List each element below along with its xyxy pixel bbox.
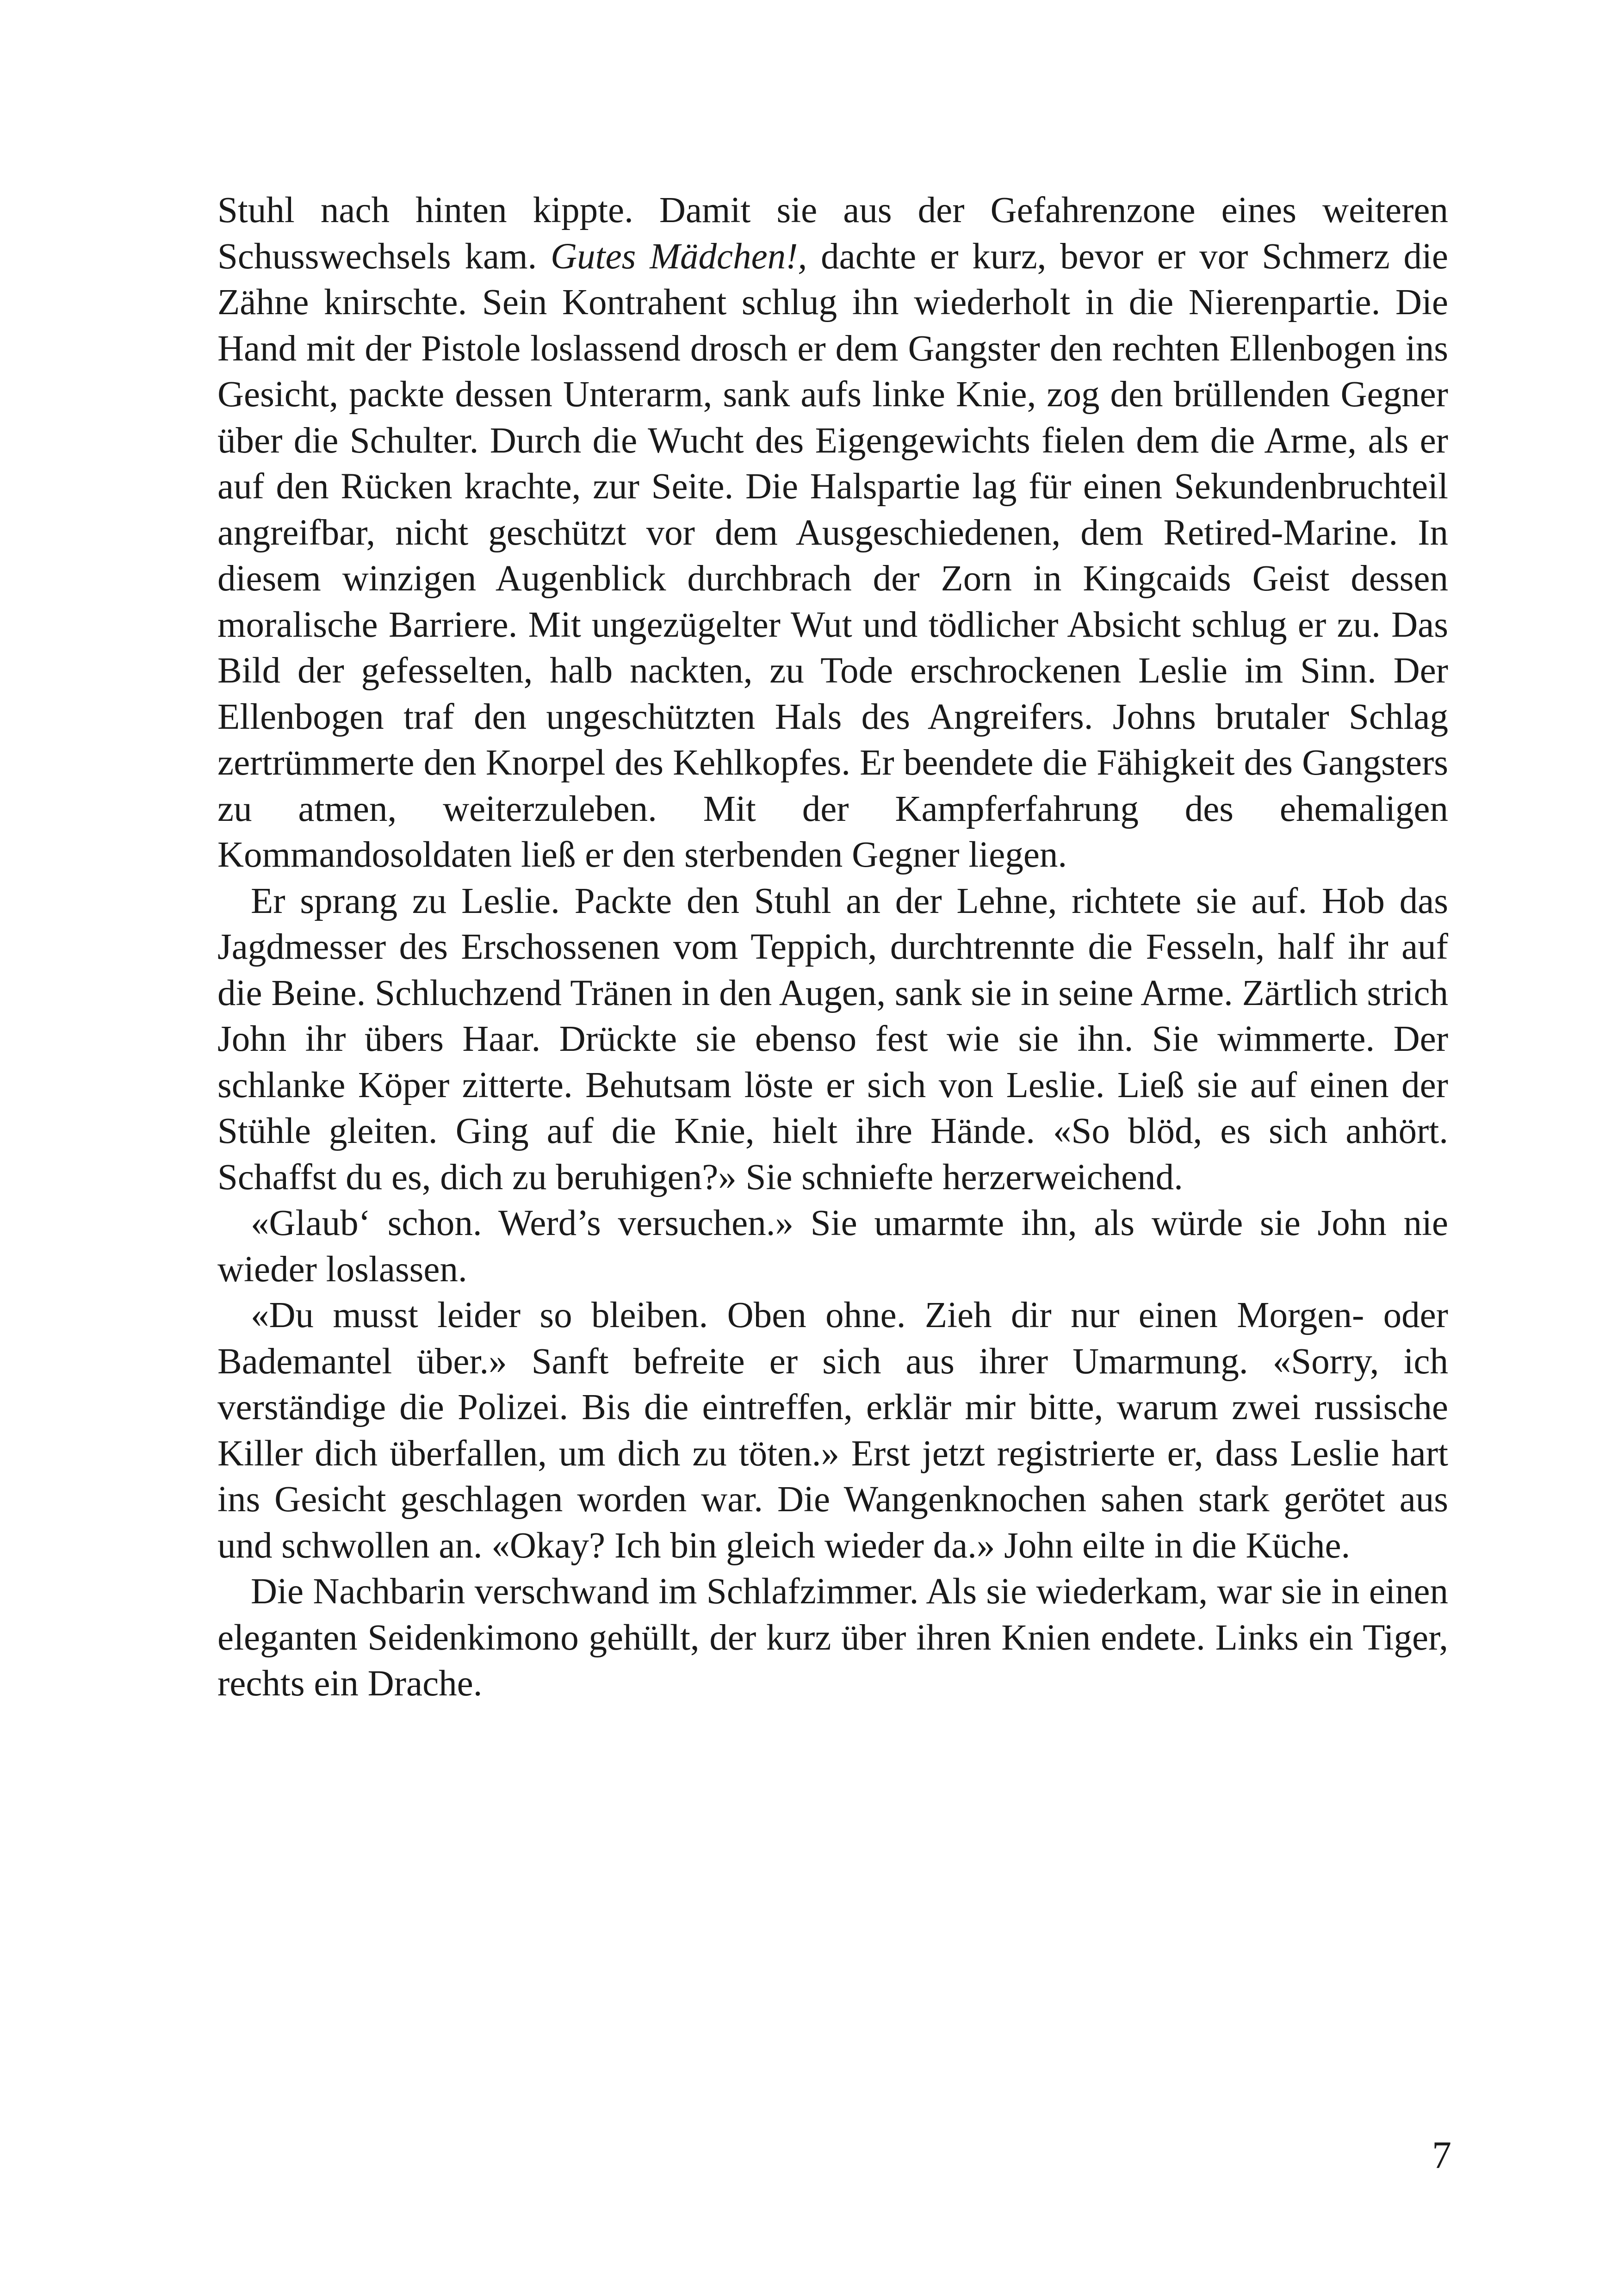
paragraph	[217, 878, 1448, 1201]
text-run: dachte er kurz, bevor er vor Schmerz die Zähne knirschte. Sein Kontrahent schlug ihn wiederholt in die Nierenpartie. Die Hand mit der Pistole loslassend drosch er dem Gangster den rechten Ellenbogen ins Gesicht, packte dessen Unterarm, sank aufs linke Knie, zog den brüllenden Gegner über die Schulter. Durch die Wucht des Eigengewichts fielen dem die Arme, als er auf den Rücken krachte, zur Seite. Die Halspartie lag für einen Sekundenbruchteil angreifbar, nicht geschützt vor dem Ausgeschiedenen, dem Retired-Marine. In diesem winzigen Augenblick durchbrach der Zorn in Kingcaids Geist dessen moralische Barriere. Mit ungezügelter Wut und tödlicher Absicht schlug er zu. Das Bild der gefesselten, halb nackten, zu Tode erschrockenen Leslie im Sinn. Der Ellenbogen traf den ungeschützten Hals des Angreifers. Johns brutaler Schlag zertrümmerte den Knorpel des Kehlkopfes. Er beendete die Fähigkeit des Gangsters zu atmen, weiterzuleben. Mit der Kampferfahrung des ehemaligen Kommandosoldaten ließ er den sterbenden Gegner liegen.	[217, 236, 1448, 875]
body-text	[217, 187, 1448, 1707]
text-run: «Glaub‘ schon. Werd’s versuchen.» Sie umarmte ihn, als würde sie John nie wieder loslassen.	[217, 1203, 1448, 1290]
paragraph	[217, 1292, 1448, 1569]
text-run: «Du musst leider so bleiben. Oben ohne. Zieh dir nur einen Morgen- oder Bademantel über.» Sanft befreite er sich aus ihrer Umarmung. «Sorry, ich verständige die Polizei. Bis die eintreffen, erklär mir bitte, warum zwei russische Killer dich überfallen, um dich zu töten.» Erst jetzt registrierte er, dass Leslie hart ins Gesicht geschlagen worden war. Die Wangenknochen sahen stark gerötet aus und schwollen an. «Okay? Ich bin gleich wieder da.» John eilte in die Küche.	[217, 1295, 1448, 1566]
paragraph	[217, 1569, 1448, 1707]
page-number: 7	[1432, 2134, 1451, 2177]
text-run: Er sprang zu Leslie. Packte den Stuhl an der Lehne, richtete sie auf. Hob das Jagdmesser des Erschossenen vom Teppich, durchtrennte die Fesseln, half ihr auf die Beine. Schluchzend Tränen in den Augen, sank sie in seine Arme. Zärtlich strich John ihr übers Haar. Drückte sie ebenso fest wie sie ihn. Sie wimmerte. Der schlanke Köper zitterte. Behutsam löste er sich von Leslie. Ließ sie auf einen der Stühle gleiten. Ging auf die Knie, hielt ihre Hände. «So blöd, es sich anhört. Schaffst du es, dich zu beruhigen?» Sie schniefte herzerweichend.	[217, 881, 1448, 1198]
text-run: Die Nachbarin verschwand im Schlafzimmer. Als sie wiederkam, war sie in einen eleganten Seidenkimono gehüllt, der kurz über ihren Knien endete. Links ein Tiger, rechts ein Drache.	[217, 1571, 1448, 1704]
text-run: Stuhl nach hinten kippte. Damit sie aus der Gefahrenzone eines weiteren Schusswechsels kam.	[217, 190, 1448, 277]
paragraph	[217, 187, 1448, 878]
italic-text-run: Gutes Mädchen!,	[551, 236, 807, 277]
paragraph	[217, 1200, 1448, 1292]
